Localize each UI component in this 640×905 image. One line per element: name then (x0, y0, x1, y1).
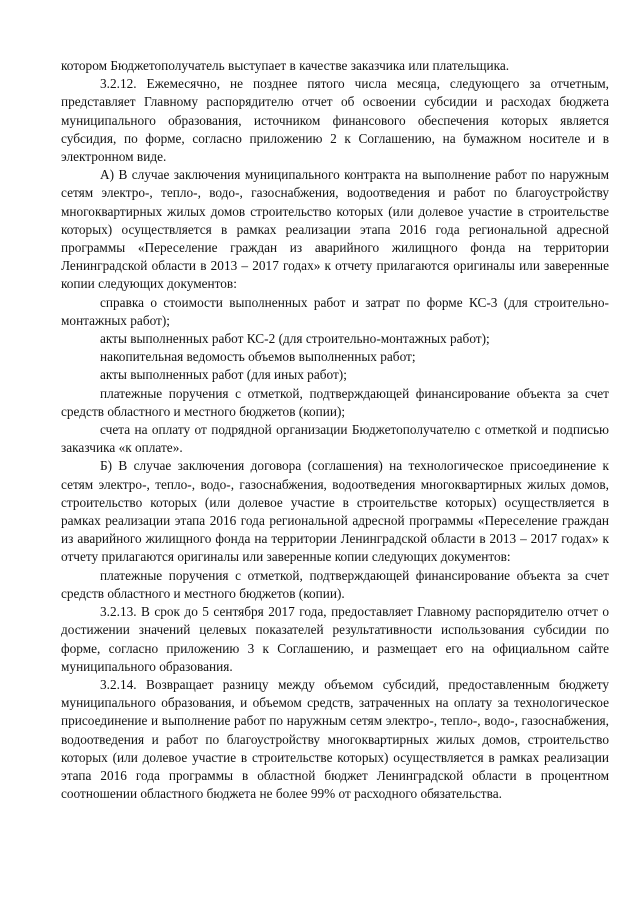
paragraph-case-b: Б) В случае заключения договора (соглашения) на технологическое присоединение к сетям электро-, тепло-, водо-, газоснабжения, водоотведения многоквартирных жилых домов, строительство которых (или долевое участие в строительстве которых) осуществляется в рамках реализации этапа 2016 года региональной адресной программы «Переселение граждан из аварийного жилищного фонда на территории Ленинградской области в 2013 – 2017 годах» к отчету прилагаются оригиналы или заверенные копии следующих документов: (61, 458, 609, 565)
list-item-ks2: акты выполненных работ КС-2 (для строительно-монтажных работ); (100, 331, 490, 347)
paragraph-3-2-13: 3.2.13. В срок до 5 сентября 2017 года, предоставляет Главному распорядителю отчет о достижении значений целевых показателей результативности использования субсидии по форме, согласно приложению 3 к Соглашению, и размещает его на официальном сайте муниципального образования. (61, 604, 609, 674)
list-item-invoices: счета на оплату от подрядной организации Бюджетополучателю с отметкой и подписью заказчика «к оплате». (61, 422, 609, 456)
paragraph-3-2-14: 3.2.14. Возвращает разницу между объемом субсидий, предоставленным бюджету муниципального образования, и объемом средств, затраченных на оплату за технологическое присоединение и выполнение работ по наружным сетям электро-, тепло-, водо-, газоснабжения, водоотведения и работ по благоустройству многоквартирных жилых домов, строительство которых (или долевое участие в строительстве которых) осуществляется в рамках реализации этапа 2016 года программы в областной бюджет Ленинградской области в процентном соотношении областного бюджета не более 99% от расходного обязательства. (61, 676, 609, 802)
paragraph-continuation: котором Бюджетополучатель выступает в качестве заказчика или плательщика. (61, 58, 510, 73)
list-item-payment-orders-b: платежные поручения с отметкой, подтверждающей финансирование объекта за счет средств областного и местного бюджетов (копии). (61, 567, 609, 601)
document-page (61, 57, 609, 803)
list-item-ks3: справка о стоимости выполненных работ и затрат по форме КС-3 (для строительно-монтажных работ); (61, 294, 609, 328)
paragraph-case-a: А) В случае заключения муниципального контракта на выполнение работ по наружным сетям электро-, тепло-, водо-, газоснабжения, водоотведения и работ по благоустройству многоквартирных жилых домов строительство которых (или долевое участие в строительстве которых) осуществляется в рамках реализации этапа 2016 года региональной адресной программы «Переселение граждан из аварийного жилищного фонда на территории Ленинградской области в 2013 – 2017 годах» к отчету прилагаются оригиналы или заверенные копии следующих документов: (61, 167, 609, 292)
list-item-payment-orders: платежные поручения с отметкой, подтверждающей финансирование объекта за счет средств областного и местного бюджетов (копии); (61, 385, 609, 419)
list-item-acts: акты выполненных работ (для иных работ); (100, 367, 347, 383)
list-item-ledger: накопительная ведомость объемов выполненных работ; (100, 349, 416, 365)
paragraph-3-2-12: 3.2.12. Ежемесячно, не позднее пятого числа месяца, следующего за отчетным, представляет Главному распорядителю отчет об освоении субсидии и расходах бюджета муниципального образования, источником финансового обеспечения которых является субсидия, по форме, согласно приложению 2 к Соглашению, на бумажном носителе и в электронном виде. (61, 76, 609, 165)
